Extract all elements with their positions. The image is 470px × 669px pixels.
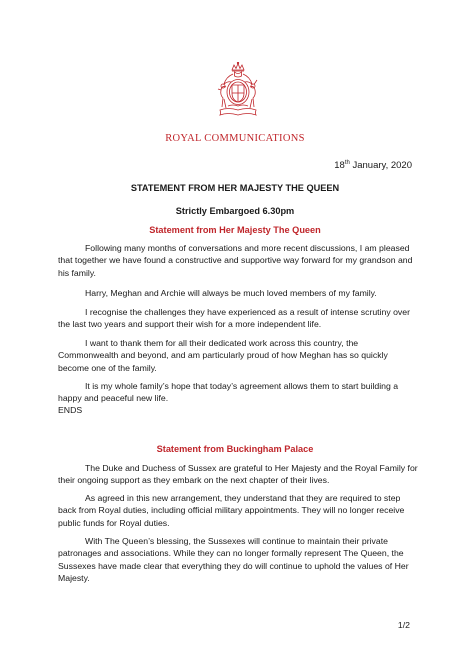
paragraph: As agreed in this new arrangement, they understand that they are required to step back from Royal duties, including official military appointments. They will no longer receive public funds for Royal duties. [58, 493, 405, 528]
royal-coat-of-arms-icon [213, 62, 263, 116]
section-heading-queen: Statement from Her Majesty The Queen [149, 225, 321, 235]
paragraph: It is my whole family’s hope that today’s agreement allows them to start building a happy and peaceful new life. [58, 381, 399, 404]
letterhead-title: ROYAL COMMUNICATIONS [165, 133, 305, 144]
ends-marker: ENDS [58, 405, 83, 415]
paragraph: I want to thank them for all their dedicated work across this country, the Commonwealth and beyond, and am particularly proud of how Meghan has so quickly become one of the family. [58, 338, 388, 373]
date-rest: January, 2020 [349, 160, 412, 171]
section-heading-palace: Statement from Buckingham Palace [156, 444, 314, 454]
paragraph: Following many months of conversations and more recent discussions, I am pleased that together we have found a constructive and supportive way forward for my grandson and his family. [58, 243, 413, 278]
document-title: STATEMENT FROM HER MAJESTY THE QUEEN [130, 183, 340, 193]
paragraph: With The Queen’s blessing, the Sussexes will continue to maintain their private patronages and associations. While they can no longer formally represent The Queen, the Sussexes have made clear that everything they do will continue to uphold the values of Her Majesty. [58, 536, 409, 583]
document-date [334, 160, 412, 171]
date-suffix: th [344, 159, 350, 166]
page-number: 1/2 [397, 620, 410, 630]
paragraph: I recognise the challenges they have experienced as a result of intense scrutiny over the last two years and support their wish for a more independent life. [58, 307, 411, 330]
paragraph: Harry, Meghan and Archie will always be much loved members of my family. [85, 288, 377, 298]
date-day: 18 [334, 160, 345, 171]
embargo-notice: Strictly Embargoed 6.30pm [175, 206, 295, 216]
paragraph: The Duke and Duchess of Sussex are grateful to Her Majesty and the Royal Family for their ongoing support as they embark on the next chapter of their lives. [58, 463, 418, 486]
